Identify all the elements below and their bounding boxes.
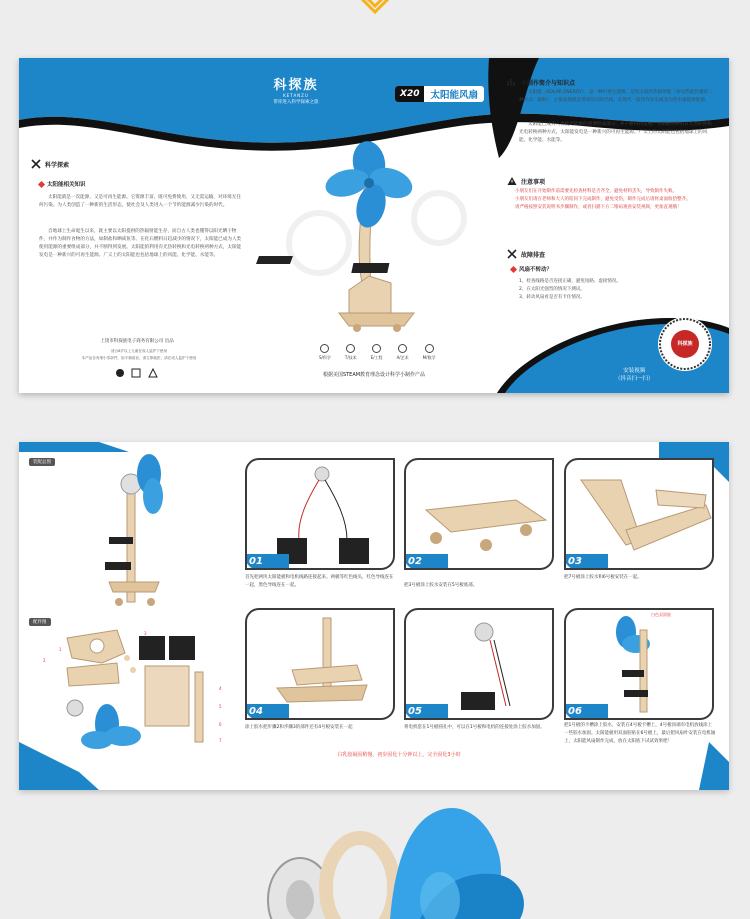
trouble-heading — [507, 249, 545, 259]
brochure-panel — [19, 58, 729, 393]
company-credit: 上饶市科探族电子商务有限公司 出品 — [100, 339, 174, 344]
trouble-subheading — [511, 265, 552, 273]
certification-icons — [115, 368, 159, 378]
recycle-icon — [149, 369, 157, 377]
logo-english: KETANZU — [283, 93, 309, 98]
step-card-03 — [564, 458, 714, 570]
trouble-item: 1、检查线路是否连接正确，避免短路、虚接情况。 — [519, 279, 621, 284]
product-code: X20 — [395, 86, 424, 102]
arts-icon — [398, 344, 407, 353]
step-06-text: 把1号板的卡槽涂上胶水，安装在4号板卡槽上，4号板顶端有电机放线涂上一些胶水加固。太阳能板用双面胶贴在6号板上，最后把风扇叶安装在电机轴上，太阳能风扇制作完成，放在太阳底下试试效果吧！ — [564, 723, 716, 744]
warning-icon — [507, 176, 517, 186]
note-item: 请严格按照安装说明书步骤制作，或者扫描下方二维码观看安装视频，更加直观哦！ — [515, 205, 682, 210]
steam-icon-engineering — [371, 344, 383, 361]
steam-label-e: E/工程 — [370, 355, 383, 360]
step-card-06 — [564, 608, 714, 720]
fan-illustration — [256, 139, 416, 332]
part-number-5: 5 — [219, 704, 222, 709]
stamp-text: 科探族 — [677, 341, 693, 347]
age-warning-icon — [132, 369, 140, 377]
steam-label-t: T/技术 — [344, 355, 357, 360]
safety-icon — [116, 369, 124, 377]
note-item: 小朋友们在开始制作前需要先检查材料是否齐全，避免材料丢失，导致制作失败。 — [515, 189, 677, 194]
step-number: 04 — [245, 704, 289, 720]
intro-paragraph-2: 太阳能已成为人类使用能源的重要组成部分，并不断得到发展。太阳能的利用有光热转换和光电转换两种方式，太阳能发电是一种新兴的可再生能源。广义上的太阳能也包括地球上的风能、化学能、水能等。 — [519, 122, 712, 143]
steam-label-m: M/数学 — [422, 355, 436, 360]
steam-icon-arts — [397, 344, 409, 361]
part-number-1: 1 — [59, 647, 62, 652]
steam-footer: 根据美国STEAM教育理念设计科学小制作产品 — [322, 372, 426, 378]
part-number-7: 7 — [219, 738, 222, 743]
assembled-fan-illustration — [79, 452, 179, 612]
solar-knowledge-text: 太阳能相关知识 — [47, 182, 86, 188]
note-item: 小朋友们请在老师和大人的陪同下完成制作，避免受伤，制作完成后请将桌面收拾整齐。 — [515, 197, 691, 202]
step-02-text: 把3号板涂上胶水安装在5号板底部。 — [404, 583, 478, 588]
video-label-text: 安装视频 — [623, 368, 646, 374]
product-tag — [395, 86, 484, 102]
step-card-05 — [404, 608, 554, 720]
intro-heading-text: 小制作简介与知识点 — [521, 79, 576, 87]
step-number: 02 — [404, 554, 448, 570]
steam-icon-math — [423, 344, 436, 361]
science-heading-text: 科学探索 — [45, 161, 70, 169]
part-number-2: 2 — [43, 658, 46, 663]
science-icon — [320, 344, 329, 353]
step-05-text: 将电机套在1号板圆孔中，可以在1号板和电机的连接处涂上胶水加固。 — [404, 725, 545, 730]
tools-icon — [507, 249, 517, 259]
part-number-4: 4 — [219, 686, 222, 691]
trouble-item: 3、转动风扇看是否有卡住情况。 — [519, 295, 585, 300]
step-card-02 — [404, 458, 554, 570]
product-name: 太阳能风扇 — [430, 90, 478, 101]
steam-icons — [319, 344, 435, 361]
logo-tagline: 带你进入科学探索之旅 — [273, 100, 319, 105]
logo-name: 科探族 — [273, 78, 319, 93]
step-01-text: 首先把两块太阳能板和电机线路连接起来。两极等红色线头，红色导线连在一起，黑色导线连在一起。 — [245, 575, 394, 588]
intro-paragraph-1: 太阳能（SOLAR ENERGY），是一种可再生能源，是指太阳的热辐射能（参见热能传播的三种方式：辐射），主要表现就是常说的太阳光线。在现代一般用作发电或者为热水器提供能源。 — [519, 90, 713, 103]
brand-logo — [263, 74, 329, 105]
notes-heading-text: 注意事项 — [521, 178, 546, 186]
engineering-icon — [372, 344, 381, 353]
complete-view-label: 装配总图 — [29, 458, 55, 466]
steam-icon-technology — [345, 344, 357, 361]
steam-label-s: S/科学 — [319, 355, 331, 360]
chevron-down-icon — [354, 0, 396, 28]
step-number: 05 — [404, 704, 448, 720]
intro-heading — [507, 77, 575, 87]
video-label — [615, 367, 654, 383]
steam-icon-science — [319, 344, 331, 361]
trouble-subheading-text: 风扇不转动？ — [519, 267, 553, 273]
glue-warning: 白乳胶凝固稍慢，初步固化十分钟以上，完全固化3小时 — [337, 752, 461, 758]
double-tape-label: 白色双面胶 — [651, 612, 671, 617]
solar-knowledge-heading — [39, 180, 86, 188]
bullet-icon — [38, 180, 45, 187]
chart-icon — [507, 77, 517, 87]
fine-print-age: 适合8岁以上儿童在成人监护下使用 — [110, 349, 168, 353]
trouble-item: 2、在太阳光强烈的情况下测试。 — [519, 287, 585, 292]
video-label-sub: （抖音扫一扫） — [615, 376, 654, 382]
steam-label-a: A/艺术 — [396, 355, 409, 360]
fine-print-safety: 本产品含有细小零部件，如不慎误吞，请立即就医；请在成人监护下使用 — [81, 356, 197, 360]
science-heading — [31, 159, 69, 169]
parts-illustration — [47, 628, 217, 758]
part-number-3: 3 — [144, 631, 147, 636]
step-card-04 — [245, 608, 395, 720]
math-icon — [425, 344, 434, 353]
technology-icon — [346, 344, 355, 353]
step-card-01 — [245, 458, 395, 570]
parts-view-label: 配件图 — [29, 618, 51, 626]
tools-icon — [31, 159, 41, 169]
bullet-icon — [510, 265, 517, 272]
part-number-6: 6 — [219, 722, 222, 727]
step-04-text: 涂上胶水把步骤2和步骤3的部件还有4号板安装在一起 — [245, 725, 353, 730]
step-03-text: 把7号板涂上胶水和6号板安装在一起。 — [564, 575, 642, 580]
step-number: 01 — [245, 554, 289, 570]
step-number: 03 — [564, 554, 608, 570]
notes-list — [515, 188, 720, 212]
motor-fan-closeup-photo — [0, 800, 750, 919]
trouble-heading-text: 故障排查 — [521, 251, 546, 259]
solar-paragraph-2: 自地球上生命诞生以来，就主要以太阳提供的热辐射能生存，而自古人类也懂得以阳光晒干物件，并作为制作食物的方法，如制盐和晒咸鱼等。在化石燃料日趋减少的情况下，太阳能已成为人类使用能源的重要组成部分，并不断得到发展。太阳能的利用有光热转换和光电转换两种方式，太阳能发电是一种新兴的可再生能源。广义上的太阳能也包括地球上的风能、化学能、水能等。 — [39, 229, 242, 258]
notes-heading — [507, 176, 545, 186]
assembly-panel — [19, 442, 729, 790]
step-number: 06 — [564, 704, 608, 720]
solar-paragraph-1: 太阳能就是一次能源，又是可再生能源。它资源丰富，既可免费使用，又无需运输，对环境无任何污染。为人类创造了一种新的生活形态，使社会及人类进入一个节约能源减少污染的时代。 — [39, 195, 241, 208]
trouble-list — [519, 278, 719, 302]
